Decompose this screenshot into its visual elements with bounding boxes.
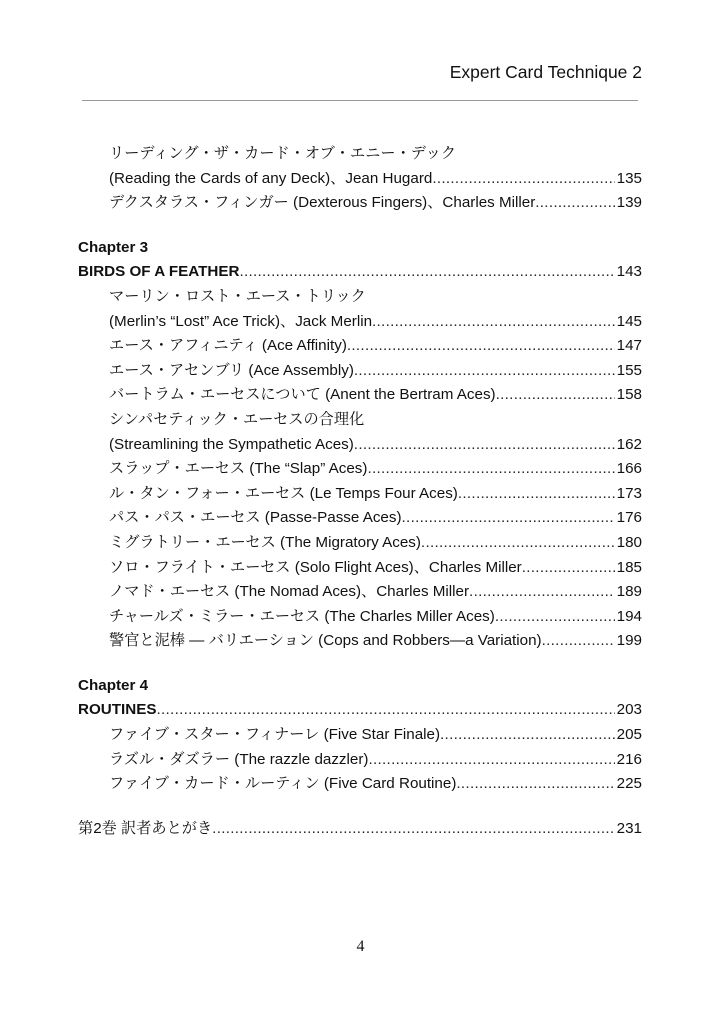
toc-entry-page: 145	[616, 312, 642, 330]
toc-entry-page: 166	[616, 460, 642, 478]
dot-leader	[458, 482, 615, 507]
toc-entry-page: 173	[616, 484, 642, 502]
toc-entry-title: エース・アフィニティ (Ace Affinity)	[109, 337, 347, 355]
toc-entry-title: 警官と泥棒 — バリエーション (Cops and Robbers—a Variation)	[109, 632, 542, 650]
toc-entry-title: ファイブ・スター・フィナーレ (Five Star Finale)	[109, 726, 441, 744]
toc-entry[interactable]	[78, 457, 642, 482]
dot-leader	[368, 748, 614, 773]
toc-entry[interactable]	[78, 167, 642, 192]
toc-entry[interactable]	[78, 531, 642, 556]
toc-entry-title: スラップ・エーセス (The “Slap” Aces)	[109, 460, 368, 478]
toc-entry-page: 194	[616, 607, 642, 625]
dot-leader	[354, 433, 615, 458]
dot-leader	[421, 531, 615, 556]
toc-entry[interactable]	[78, 556, 642, 581]
toc-entry-title: (Streamlining the Sympathetic Aces)	[109, 435, 354, 453]
dot-leader	[432, 167, 614, 192]
running-header: Expert Card Technique 2	[449, 62, 642, 82]
toc-entry-title: ファイブ・カード・ルーティン (Five Card Routine)	[109, 775, 457, 793]
toc-entry-title: チャールズ・ミラー・エーセス (The Charles Miller Aces)	[109, 607, 495, 625]
dot-leader	[372, 310, 615, 335]
afterword-title: 第2巻 訳者あとがき	[78, 819, 213, 837]
toc-entry-page: 231	[616, 819, 642, 837]
toc-entry-title: ミグラトリー・エーセス (The Migratory Aces)	[109, 533, 421, 551]
toc-entry-page: 155	[616, 361, 642, 379]
toc-entry-title: ル・タン・フォー・エーセス (Le Temps Four Aces)	[109, 484, 458, 502]
toc-entry-page: 205	[616, 726, 642, 744]
chapter-label: Chapter 4	[78, 676, 149, 694]
toc-entry[interactable]	[78, 772, 642, 797]
toc-entry[interactable]	[78, 433, 642, 458]
toc-entry-page: 199	[616, 632, 642, 650]
toc-entry-title-line	[78, 142, 642, 167]
dot-leader	[354, 359, 615, 384]
dot-leader	[495, 605, 615, 630]
toc-entry-page: 147	[616, 337, 642, 355]
toc-entry-title: パス・パス・エーセス (Passe-Passe Aces)	[109, 509, 402, 527]
toc-entry[interactable]	[78, 334, 642, 359]
dot-leader	[440, 723, 615, 748]
toc-entry-page: 225	[616, 775, 642, 793]
header-rule	[82, 100, 638, 101]
toc-entry[interactable]	[78, 191, 642, 216]
toc-entry-page: 203	[616, 701, 642, 719]
dot-leader	[347, 334, 615, 359]
toc-entry[interactable]	[78, 359, 642, 384]
dot-leader	[535, 191, 614, 216]
toc-entry-page: 139	[616, 194, 642, 212]
chapter-heading-entry[interactable]	[78, 698, 642, 723]
chapter-label: Chapter 3	[78, 238, 149, 256]
dot-leader	[456, 772, 614, 797]
dot-leader	[156, 698, 614, 723]
toc-entry-page: 135	[616, 169, 642, 187]
dot-leader	[402, 506, 615, 531]
page-number: 4	[356, 938, 365, 955]
toc-entry[interactable]	[78, 723, 642, 748]
toc-entry-title: シンパセティック・エーセスの合理化	[109, 410, 365, 428]
toc-entry[interactable]	[78, 580, 642, 605]
toc-entry-page: 180	[616, 533, 642, 551]
toc-entry-title: ソロ・フライト・エーセス (Solo Flight Aces)、Charles Miller	[109, 558, 522, 576]
chapter-heading: BIRDS OF A FEATHER	[78, 263, 240, 281]
toc-entry-title: (Merlin’s “Lost” Ace Trick)、Jack Merlin	[109, 312, 373, 330]
toc-entry[interactable]	[78, 506, 642, 531]
dot-leader	[367, 457, 614, 482]
toc-entry-title: エース・アセンブリ (Ace Assembly)	[109, 361, 354, 379]
toc-entry[interactable]	[78, 629, 642, 654]
toc-entry-title: ラズル・ダズラー (The razzle dazzler)	[109, 750, 369, 768]
toc-entry[interactable]	[78, 748, 642, 773]
toc-entry-page: 143	[616, 263, 642, 281]
toc-entry-page: 189	[616, 583, 642, 601]
dot-leader	[522, 556, 615, 581]
toc-entry[interactable]	[78, 482, 642, 507]
toc-entry[interactable]	[78, 383, 642, 408]
toc-entry-title: デクスタラス・フィンガー (Dexterous Fingers)、Charles Miller	[109, 194, 536, 212]
toc-entry-page: 185	[616, 558, 642, 576]
toc-entry-page: 158	[616, 386, 642, 404]
toc-entry-title: (Reading the Cards of any Deck)、Jean Hugard	[109, 169, 433, 187]
dot-leader	[212, 817, 614, 842]
toc-entry-title: ノマド・エーセス (The Nomad Aces)、Charles Miller	[109, 583, 470, 601]
toc-entry-title: リーディング・ザ・カード・オブ・エニー・デック	[109, 145, 457, 162]
toc-entry-title: マーリン・ロスト・エース・トリック	[109, 287, 366, 305]
chapter-heading-entry[interactable]	[78, 260, 642, 285]
toc-entry-page: 216	[616, 750, 642, 768]
toc-entry-title: バートラム・エーセスについて (Anent the Bertram Aces)	[109, 386, 496, 404]
toc-entry-page: 162	[616, 435, 642, 453]
dot-leader	[469, 580, 615, 605]
afterword-entry[interactable]	[78, 817, 642, 842]
toc-entry[interactable]	[78, 605, 642, 630]
chapter-heading: ROUTINES	[78, 701, 157, 719]
toc-entry[interactable]	[78, 310, 642, 335]
dot-leader	[496, 383, 615, 408]
dot-leader	[239, 260, 614, 285]
toc-entry-title-line	[78, 408, 642, 433]
toc-entry-page: 176	[616, 509, 642, 527]
toc-entry-title-line	[78, 285, 642, 310]
dot-leader	[542, 629, 615, 654]
table-of-contents	[78, 142, 642, 841]
